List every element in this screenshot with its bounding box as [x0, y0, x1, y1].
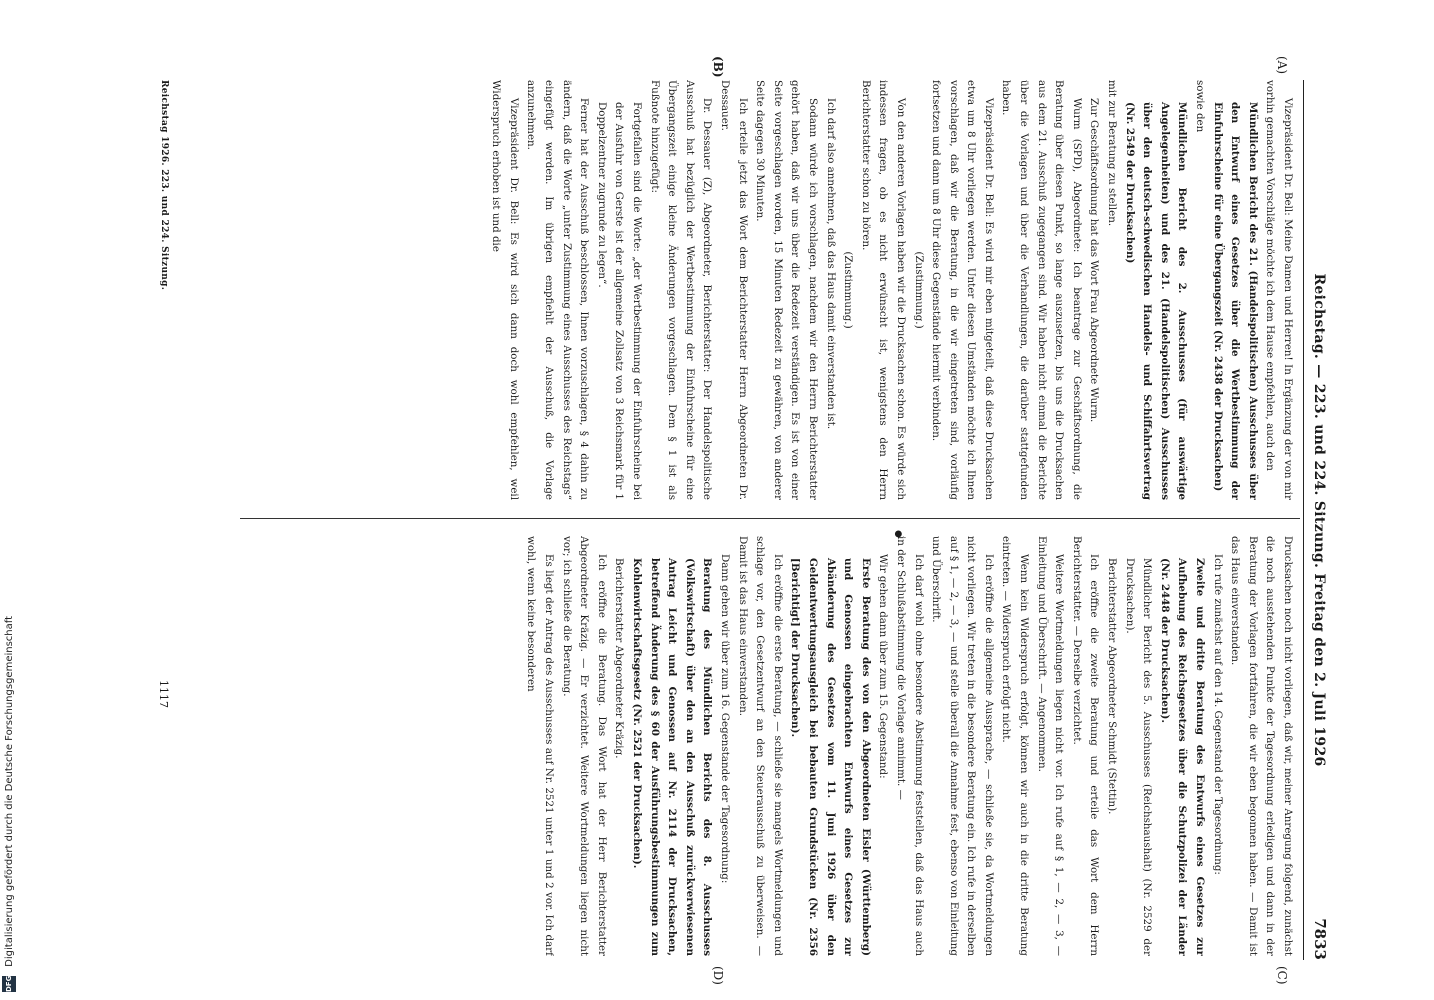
paragraph: Vizepräsident Dr. Bell: Es wird sich dann doch wohl empfehlen, weil Widerspruch erhoben ist und die — [490, 80, 520, 500]
header-page-number: 7833 — [1311, 918, 1329, 960]
paragraph: Berichterstatter Abgeordneter Schmidt (Stettin). — [1106, 558, 1119, 815]
margin-marker-c: (C) — [1275, 966, 1289, 985]
right-column — [176, 536, 1296, 956]
paragraph: Ich darf also annehmen, daß das Haus damit einverstanden ist. — [824, 98, 837, 430]
margin-marker-b: (B) — [711, 56, 725, 78]
paragraph: mit zur Beratung zu stellen. — [1106, 80, 1119, 227]
left-column — [176, 80, 1296, 500]
paragraph: Ich eröffne die zweite Beratung und erteile das Wort dem Herrn Berichterstatter. — Derselbe verzichtet. — [1070, 536, 1101, 956]
digitization-note-text: Digitalisierung gefördert durch die Deutsche Forschungsgemeinschaft — [4, 615, 15, 967]
paragraph: Vizepräsident Dr. Bell: Meine Damen und Herren! In Ergänzung der von mir vorhin gemachten Vorschläge möchte ich dem Hause empfehlen, auch den — [1264, 80, 1294, 500]
paragraph: Es liegt der Antrag des Ausschusses auf Nr. 2521 unter 1 und 2 vor. Ich darf wohl, wenn keine besonderen — [525, 536, 556, 956]
paragraph: Sodann würde ich vorschlagen, nachdem wir den Herrn Berichterstatter gehört haben, daß wir uns über die Redezeit verständigen. Es ist von einer Seite vorgeschlagen worden, 15 Minuten Redezeit zu gewähren, von anderer Seite dagegen 30 Minuten. — [754, 80, 819, 500]
paragraph: Fortgefallen sind die Worte: „der Wertbestimmung der Einfuhrscheine bei der Ausfuhr von Gerste ist der allgemeine Zollsatz von 3 Reichsmark für 1 Doppelzentner zugrunde zu legen“. — [595, 102, 644, 500]
footer-imprint: Reichstag 1926. 223. und 224. Sitzung. — [159, 80, 169, 291]
paragraph: Dann gehen wir über zum 16. Gegenstande der Tagesordnung: — [719, 554, 731, 884]
margin-marker-a: (A) — [1275, 56, 1289, 75]
paragraph: Vizepräsident Dr. Bell: Es wird mir eben mitgeteilt, daß diese Drucksachen etwa um 8 Uhr vorliegen werden. Unter diesen Umständen möchte ich Ihnen vorschlagen, daß wir die Beratung, in die wir eingetreten sind, vorläufig fortsetzen und dann um 8 Uhr diese Gegenstände hiermit verbinden. — [930, 80, 995, 500]
paragraph: (Zustimmung.) — [842, 251, 855, 329]
paragraph: Ferner hat der Ausschuß beschlossen, Ihnen vorzuschlagen, § 4 dahin zu ändern, daß die Worte „unter Zustimmung eines Ausschusses des Reichstags“ eingefügt werden. Im übrigen empfiehlt der Ausschuß, die Vorlage anzunehmen. — [525, 80, 591, 500]
scanned-page — [100, 56, 1330, 985]
paragraph: Weitere Wortmeldungen liegen nicht vor. Ich rufe auf § 1, — 2, — 3, — Einleitung und Überschrift. — Angenommen. — [1035, 536, 1066, 956]
paragraph: Von den anderen Vorlagen haben wir die Drucksachen schon. Es würde sich indessen fragen, ob es nicht erwünscht ist, wenigstens den Herrn Berichterstatter schon zu hören. — [859, 80, 907, 500]
paragraph: sowie den — [1194, 80, 1207, 133]
paragraph: Wenn kein Widerspruch erfolgt, können wir auch in die dritte Beratung eintreten. — Widerspruch erfolgt nicht. — [1000, 536, 1031, 956]
paragraph: Mündlichen Bericht des 2. Ausschusses (für auswärtige Angelegenheiten) und des 21. (Handelspolitischen) Ausschusses über den deutsch-schwedischen Handels- und Schiffahrtsvertrag (Nr. 2549 der Drucksachen) — [1123, 102, 1189, 500]
margin-marker-d: (D) — [711, 966, 725, 985]
paragraph: Wurm (SPD), Abgeordnete: Ich beantrage zur Geschäftsordnung, die Beratung über diesen Punkt, so lange auszusetzen, bis uns die Drucksachen aus dem 21. Ausschuß zugegangen sind. Wir haben nicht einmal die Berichte über die Vorlagen und über die Verhandlungen, die darüber stattgefunden haben. — [1000, 80, 1083, 500]
paragraph: Ich eröffne die erste Beratung, — schließe sie mangels Wortmeldungen und schlage vor, den Gesetzentwurf an den Steuerausschuß zu überweisen. — Damit ist das Haus einverstanden. — [736, 536, 784, 956]
paragraph: Ich eröffne die allgemeine Aussprache, — schließe sie, da Wortmeldungen nicht vorliegen. Wir treten in die besondere Beratung ein. Ich rufe in derselben auf § 1, — 2, — 3, — und stelle überall die Annahme fest, ebenso von Einleitung und Überschrift. — [930, 536, 995, 956]
paragraph: Berichterstatter Abgeordneter Kräzig. — [613, 558, 626, 759]
digitization-note — [0, 0, 20, 1000]
paragraph: Mündlicher Bericht des 5. Ausschusses (Reichshaushalt) (Nr. 2529 der Drucksachen). — [1123, 558, 1154, 956]
dfg-logo: DFG — [2, 976, 16, 992]
print-dot: ● — [893, 530, 903, 538]
paragraph: Ich eröffne die Beratung. Das Wort hat der Herr Berichterstatter Abgeordneter Kräzig. — Er verzichtet. Weitere Wortmeldungen liegen nicht vor; ich schließe die Beratung. — [560, 536, 608, 956]
paragraph: Zweite und dritte Beratung des Entwurfs eines Gesetzes zur Aufhebung des Reichsgesetzes über die Schutzpolizei der Länder (Nr. 2448 der Drucksachen). — [1158, 558, 1207, 956]
paragraph: Erste Beratung des von den Abgeordneten Eisler (Württemberg) und Genossen eingebrachten Entwurfs eines Gesetzes zur Abänderung des Gesetzes vom 11. Juni 1926 über den Geldentwertungsausgleich bei bebauten Grundstücken (Nr. 2356 [Berichtigt] der Drucksachen). — [789, 558, 872, 956]
paragraph: Mündlichen Bericht des 21. (Handelspolitischen) Ausschusses über den Entwurf eines Gesetzes über die Wertbestimmung der Einfuhrscheine für eine Übergangszeit (Nr. 2438 der Drucksachen) — [1211, 102, 1259, 500]
paragraph: Wir gehen dann über zum 15. Gegenstand: — [877, 554, 890, 779]
paragraph: (Zustimmung.) — [912, 251, 925, 329]
paragraph: Dr. Dessauer (Z), Abgeordneter, Berichterstatter: Der Handelspolitische Ausschuß hat bezüglich der Wertbestimmung der Einfuhrscheine für eine Übergangszeit einige kleine Änderungen vorgeschlagen. Dem § 1 ist als Fußnote hinzugefügt: — [648, 80, 714, 500]
paragraph: Ich erteile jetzt das Wort dem Berichterstatter Herrn Abgeordneten Dr. Dessauer. — [719, 80, 749, 500]
running-header — [1303, 80, 1330, 960]
paragraph: Ich rufe zunächst auf den 14. Gegenstand der Tagesordnung: — [1211, 554, 1224, 875]
footer-page-number: 1117 — [157, 680, 170, 708]
paragraph: Beratung des Mündlichen Berichts des 8. Ausschusses (Volkswirtschaft) über den an den Ausschuß zurückverwiesenen Antrag Leicht und Genossen auf Nr. 2114 der Drucksachen, betreffend Änderung des § 60 der Ausführungsbestimmungen zum Kohlenwirtschaftsgesetz (Nr. 2521 der Drucksachen). — [631, 558, 714, 956]
paragraph: Drucksachen noch nicht vorliegen, daß wir, meiner Anregung folgend, zunächst die noch ausstehenden Punkte der Tagesordnung erledigen und dann in der Beratung der Vorlagen fortfahren, die wir eben begonnen haben. — Damit ist das Haus einverstanden. — [1229, 536, 1294, 956]
paragraph: Ich darf wohl ohne besondere Abstimmung feststellen, daß das Haus auch in der Schlußabstimmung die Vorlage annimmt. — — [894, 536, 925, 956]
column-divider — [240, 518, 1300, 519]
header-title: Reichstag. — 223. und 224. Sitzung. Freitag den 2. Juli 1926 — [1311, 273, 1327, 767]
paragraph: Zur Geschäftsordnung hat das Wort Frau Abgeordnete Wurm. — [1088, 98, 1101, 423]
